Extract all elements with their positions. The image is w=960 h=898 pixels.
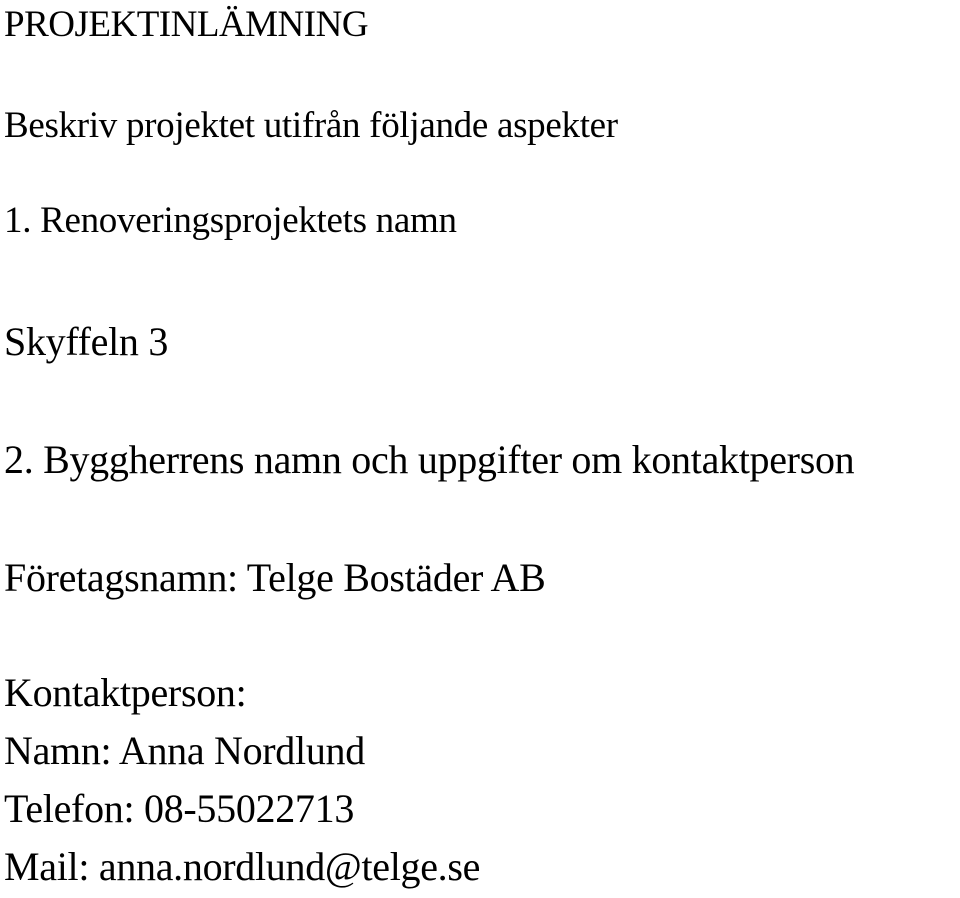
contact-mail: Mail: anna.nordlund@telge.se xyxy=(4,844,481,889)
question-2: 2. Byggherrens namn och uppgifter om kontaktperson xyxy=(4,437,855,482)
contact-phone: Telefon: 08-55022713 xyxy=(4,786,355,831)
question-1: 1. Renoveringsprojektets namn xyxy=(4,200,457,241)
contact-heading: Kontaktperson: xyxy=(4,670,247,715)
page-title: PROJEKTINLÄMNING xyxy=(4,4,369,45)
intro-text: Beskriv projektet utifrån följande aspekter xyxy=(4,105,618,146)
answer-1: Skyffeln 3 xyxy=(4,319,169,364)
company-name: Företagsnamn: Telge Bostäder AB xyxy=(4,555,546,600)
contact-name: Namn: Anna Nordlund xyxy=(4,728,365,773)
